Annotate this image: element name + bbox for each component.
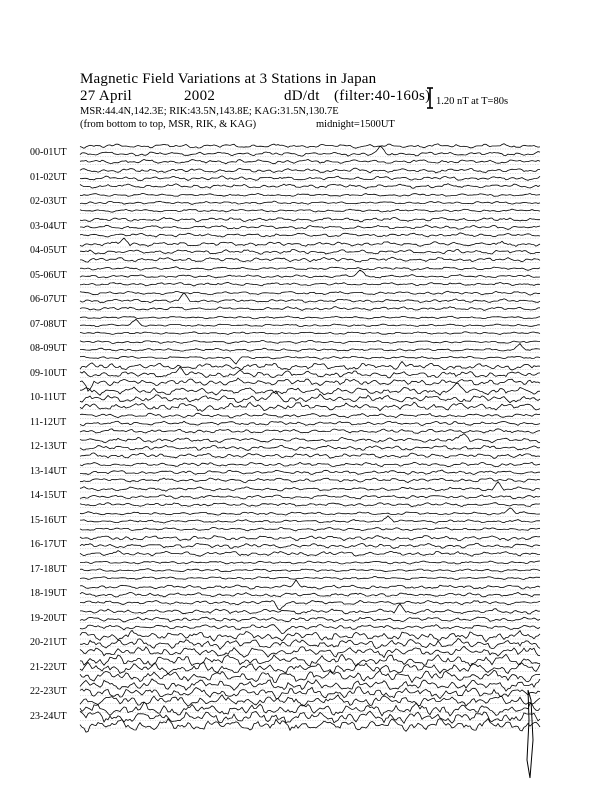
trace-rik	[80, 249, 540, 254]
trace-msr	[80, 551, 540, 557]
trace-rik	[80, 592, 540, 597]
hour-label: 03-04UT	[30, 220, 67, 232]
trace-rik	[80, 687, 540, 699]
trace-rik	[80, 495, 540, 499]
trace-msr	[80, 332, 540, 335]
filter-label: (filter:40-160s)	[334, 88, 431, 104]
chart-title: Magnetic Field Variations at 3 Stations in Japan	[80, 71, 377, 87]
hour-label: 21-22UT	[30, 661, 67, 673]
trace-kag	[80, 536, 540, 541]
midnight-note: midnight=1500UT	[316, 119, 395, 130]
hour-label: 06-07UT	[30, 294, 67, 305]
trace-msr	[80, 356, 540, 364]
trace-msr	[80, 233, 540, 237]
trace-msr	[80, 528, 540, 531]
date-day-month: 27 April	[80, 88, 132, 104]
trace-msr	[80, 209, 540, 212]
trace-msr	[80, 378, 540, 391]
trace-rik	[80, 569, 540, 572]
trace-rik	[80, 445, 540, 450]
hour-label: 01-02UT	[30, 171, 67, 183]
trace-rik	[80, 270, 540, 278]
hour-label: 16-17UT	[30, 539, 67, 550]
trace-rik	[80, 225, 540, 229]
scale-label: 1.20 nT at T=80s	[436, 96, 509, 107]
hour-label: 04-05UT	[30, 245, 67, 256]
hour-label: 00-01UT	[30, 147, 67, 158]
hour-label: 05-06UT	[30, 269, 67, 281]
trace-rik	[80, 293, 540, 303]
trace-msr	[80, 282, 540, 286]
hour-label: 12-13UT	[30, 441, 67, 452]
trace-kag	[80, 362, 540, 371]
trace-kag	[80, 434, 540, 443]
hour-label: 11-12UT	[30, 416, 67, 428]
station-coordinates: MSR:44.4N,142.3E; RIK:43.5N,143.8E; KAG:31.5N,130.7E	[80, 106, 339, 117]
trace-msr	[80, 577, 540, 580]
trace-rik	[80, 470, 540, 475]
trace-kag	[80, 654, 540, 666]
trace-kag	[80, 267, 540, 271]
trace-msr	[80, 503, 540, 507]
hour-label: 09-10UT	[30, 367, 67, 379]
hour-label: 10-11UT	[30, 392, 67, 403]
hour-label: 17-18UT	[30, 563, 67, 575]
trace-kag	[80, 630, 540, 641]
trace-msr	[80, 307, 540, 311]
trace-msr	[80, 646, 540, 657]
hour-label: 08-09UT	[30, 343, 67, 354]
hour-label: 20-21UT	[30, 637, 67, 648]
trace-msr	[80, 601, 540, 610]
date-year: 2002	[184, 88, 216, 104]
hour-label: 15-16UT	[30, 514, 67, 526]
trace-kag	[80, 316, 540, 319]
trace-kag	[80, 238, 540, 246]
trace-msr	[80, 478, 540, 483]
trace-rik	[80, 543, 540, 548]
trace-msr	[80, 453, 540, 459]
trace-kag	[80, 291, 540, 295]
hour-label: 14-15UT	[30, 490, 67, 501]
trace-kag	[80, 413, 540, 418]
trace-rik	[80, 344, 540, 352]
hour-label: 19-20UT	[30, 612, 67, 624]
trace-kag	[80, 217, 540, 221]
trace-kag	[80, 508, 540, 515]
trace-msr	[80, 695, 540, 707]
trace-kag	[80, 144, 540, 149]
trace-msr	[80, 402, 540, 411]
trace-rik	[80, 638, 540, 649]
hour-label: 22-23UT	[30, 686, 67, 697]
hour-label: 13-14UT	[30, 465, 67, 477]
trace-rik	[80, 176, 540, 181]
trace-kag	[80, 340, 540, 343]
hour-label: 07-08UT	[30, 318, 67, 330]
trace-kag	[80, 193, 540, 196]
trace-rik	[80, 367, 540, 378]
hour-label: 18-19UT	[30, 588, 67, 599]
trace-kag	[80, 604, 540, 614]
trace-rik	[80, 421, 540, 425]
hour-label: 02-03UT	[30, 196, 67, 207]
trace-msr	[80, 159, 540, 163]
trace-rik	[80, 516, 540, 523]
scale-bar-icon	[427, 88, 433, 108]
trace-msr	[80, 257, 540, 262]
hour-label: 23-24UT	[30, 710, 67, 722]
trace-msr	[80, 670, 540, 682]
trace-msr	[80, 184, 540, 189]
trace-kag	[80, 702, 540, 716]
trace-rik	[80, 711, 540, 723]
station-order-note: (from bottom to top, MSR, RIK, & KAG)	[80, 119, 257, 130]
trace-msr	[80, 719, 540, 733]
trace-msr	[80, 429, 540, 434]
trace-kag	[80, 561, 540, 564]
trace-kag	[80, 462, 540, 466]
trace-rik	[80, 201, 540, 204]
trace-kag	[80, 168, 540, 173]
trace-rik	[80, 617, 540, 622]
component-label: dD/dt	[284, 88, 320, 104]
